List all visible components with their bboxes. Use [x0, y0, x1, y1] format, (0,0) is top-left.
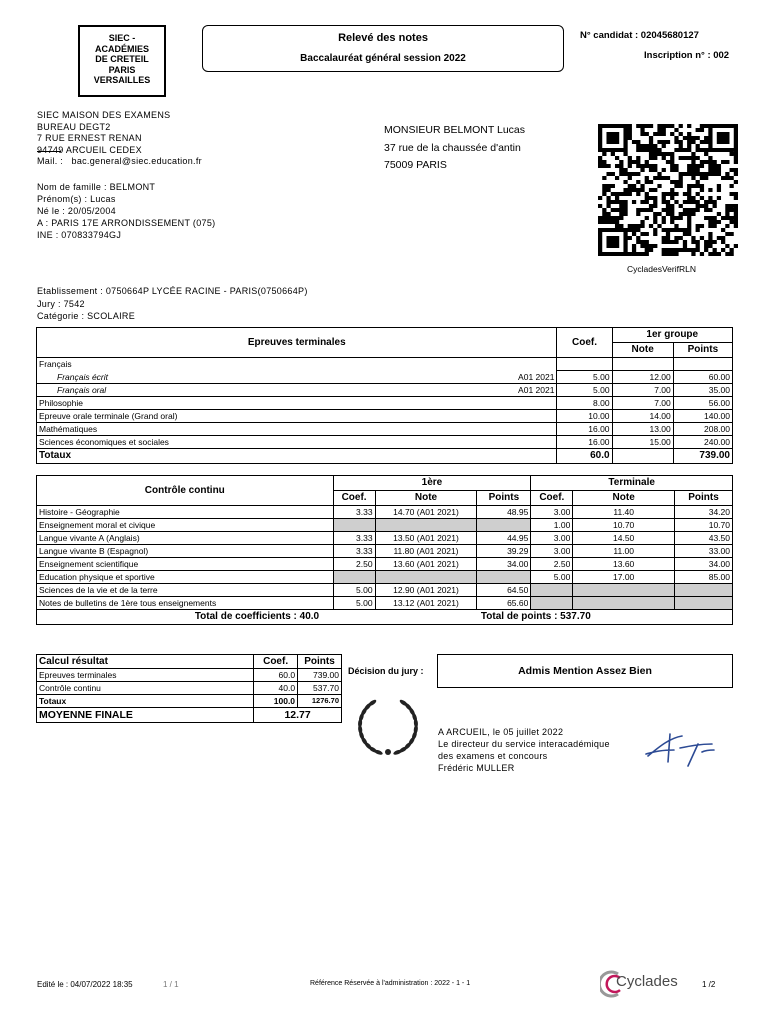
cell-points: 140.00: [673, 410, 732, 423]
result-calculation-table: [36, 654, 342, 723]
student-birthdate: Né le : 20/05/2004: [37, 206, 116, 216]
table-row: [37, 682, 342, 695]
sender-line: SIEC MAISON DES EXAMENS: [37, 110, 171, 120]
strike-line: [37, 151, 61, 152]
school-name: Etablissement : 0750664P LYCÉE RACINE - PARIS(0750664P): [37, 286, 308, 296]
cell-note-terminale: 13.60: [573, 558, 675, 571]
header-points: Points: [675, 491, 733, 506]
cc-total-points: Total de points : 537.70: [477, 610, 733, 625]
header-terminale: Terminale: [531, 476, 733, 491]
mail-address: bac.general@siec.education.fr: [71, 156, 202, 166]
recipient-block: [384, 122, 525, 175]
category-francais: Français: [37, 358, 557, 371]
header-coef: Coef.: [557, 328, 612, 358]
cell-coef: 16.00: [557, 436, 612, 449]
title-box: [202, 25, 564, 72]
table-row: [37, 436, 733, 449]
cell-coef-terminale: 1.00: [531, 519, 573, 532]
cell-name: Histoire - Géographie: [37, 506, 334, 519]
logo-line: SIEC -: [108, 33, 136, 43]
jury-number: Jury : 7542: [37, 298, 85, 309]
cell-points: 35.00: [673, 384, 732, 397]
cell-points-1ere: 39.29: [477, 545, 531, 558]
cell-points: 208.00: [673, 423, 732, 436]
table-row: [37, 423, 733, 436]
cell-note-1ere: 13.50 (A01 2021): [375, 532, 477, 545]
cell-points-1ere: [477, 519, 531, 532]
cell-name: Epreuve orale terminale (Grand oral): [37, 410, 557, 423]
qr-caption: CycladesVerifRLN: [627, 264, 696, 274]
student-firstname: Prénom(s) : Lucas: [37, 194, 116, 204]
cell-coef-1ere: [333, 571, 375, 584]
cell-name: Epreuves terminales: [37, 669, 254, 682]
cell-name: Enseignement scientifique: [37, 558, 334, 571]
cell-note-terminale: 11.40: [573, 506, 675, 519]
header-coef: Coef.: [333, 491, 375, 506]
cell-points-1ere: [477, 571, 531, 584]
cell-coef-1ere: 5.00: [333, 584, 375, 597]
cell-name: Contrôle continu: [37, 682, 254, 695]
cell-note-terminale: 11.00: [573, 545, 675, 558]
cell-points: 537.70: [298, 682, 342, 695]
cell-points-1ere: 64.50: [477, 584, 531, 597]
cell-points-terminale: 34.00: [675, 558, 733, 571]
cell-coef-1ere: 3.33: [333, 545, 375, 558]
table-row: [37, 695, 342, 708]
candidate-number: N° candidat : 02045680127: [580, 30, 699, 41]
header-cc: Contrôle continu: [37, 476, 334, 506]
cell-note-1ere: [375, 571, 477, 584]
logo-line: PARIS: [108, 64, 136, 75]
cell-points-terminale: 85.00: [675, 571, 733, 584]
cell-name: Langue vivante B (Espagnol): [37, 545, 334, 558]
cell-note-terminale: 10.70: [573, 519, 675, 532]
cell-note-terminale: 17.00: [573, 571, 675, 584]
cell-note-terminale: [573, 584, 675, 597]
edited-date: Edité le : 04/07/2022 18:35: [37, 980, 133, 989]
header-group: 1er groupe: [612, 328, 732, 343]
cell-coef: 40.0: [254, 682, 298, 695]
cell-name: Français oral: [37, 384, 399, 397]
mail-label: Mail. :: [37, 156, 64, 166]
cc-total-coef: Total de coefficients : 40.0: [37, 610, 477, 625]
cell-name: Education physique et sportive: [37, 571, 334, 584]
cell-points: 60.00: [673, 371, 732, 384]
cell-note-terminale: [573, 597, 675, 610]
cell-note: 13.00: [612, 423, 673, 436]
cell-points: 240.00: [673, 436, 732, 449]
cell-name: Notes de bulletins de 1ère tous enseignements: [37, 597, 334, 610]
cell-coef: 5.00: [557, 371, 612, 384]
terminal-exams-table: [36, 327, 733, 464]
header-points: Points: [298, 655, 342, 669]
cell-session: A01 2021: [399, 371, 557, 384]
logo-line: ACADÉMIES: [94, 43, 149, 54]
cyclades-brand: Cyclades: [616, 973, 678, 990]
table-row: [37, 584, 733, 597]
siec-logo: [78, 25, 166, 97]
qr-code-icon: [598, 124, 738, 256]
table-row: [37, 669, 342, 682]
final-average-label: MOYENNE FINALE: [37, 708, 254, 723]
table-row: [37, 532, 733, 545]
qr-modules: [598, 124, 738, 256]
page-title: Relevé des notes: [338, 32, 428, 44]
cell-note-1ere: 14.70 (A01 2021): [375, 506, 477, 519]
cell-note: 7.00: [612, 384, 673, 397]
calc-totals-label: Totaux: [37, 695, 254, 708]
header-note: Note: [612, 343, 673, 358]
continuous-assessment-table: [36, 475, 733, 625]
cell-name: Enseignement moral et civique: [37, 519, 334, 532]
final-average-value: 12.77: [254, 708, 342, 723]
cell-coef: 60.0: [254, 669, 298, 682]
header-points: Points: [673, 343, 732, 358]
header-note: Note: [375, 491, 477, 506]
table-row: [37, 384, 733, 397]
table-row: [37, 558, 733, 571]
student-block: [37, 181, 215, 241]
header-coef: Coef.: [254, 655, 298, 669]
page-count: 1 / 1: [163, 980, 179, 989]
cell-name: Mathématiques: [37, 423, 557, 436]
recipient-street: 37 rue de la chaussée d'antin: [384, 141, 521, 154]
recipient-name: MONSIEUR BELMONT Lucas: [384, 124, 526, 136]
student-birthplace: A : PARIS 17E ARRONDISSEMENT (075): [37, 218, 216, 228]
cell-coef-terminale: 3.00: [531, 506, 573, 519]
logo-line: DE CRETEIL: [95, 54, 149, 64]
category: Catégorie : SCOLAIRE: [37, 311, 136, 321]
table-row: [37, 519, 733, 532]
cell-note: 15.00: [612, 436, 673, 449]
sender-block: [37, 110, 202, 168]
totals-label: Totaux: [37, 449, 557, 464]
final-average-row: [37, 708, 342, 723]
totals-points: 739.00: [673, 449, 732, 464]
table-row: [37, 410, 733, 423]
header-points: Points: [477, 491, 531, 506]
recipient-city: 75009 PARIS: [384, 159, 447, 171]
header-coef: Coef.: [531, 491, 573, 506]
cell-coef-terminale: 2.50: [531, 558, 573, 571]
cell-points-1ere: 34.00: [477, 558, 531, 571]
table-row: [37, 545, 733, 558]
cc-totals-row: [37, 610, 733, 625]
cell-coef-terminale: [531, 597, 573, 610]
cell-name: Sciences économiques et sociales: [37, 436, 557, 449]
table-row: [37, 506, 733, 519]
cell-points-terminale: 34.20: [675, 506, 733, 519]
cell-note: 12.00: [612, 371, 673, 384]
cell-note: 7.00: [612, 397, 673, 410]
signature-line: Le directeur du service interacadémique: [438, 739, 610, 749]
cell-coef-terminale: 3.00: [531, 532, 573, 545]
table-row: [37, 597, 733, 610]
cell-points: 56.00: [673, 397, 732, 410]
cell-coef: 5.00: [557, 384, 612, 397]
cell-note-terminale: 14.50: [573, 532, 675, 545]
totals-coef: 60.0: [557, 449, 612, 464]
sender-line: 7 RUE ERNEST RENAN: [37, 133, 142, 143]
cell-note-1ere: 13.12 (A01 2021): [375, 597, 477, 610]
cell-coef-1ere: 2.50: [333, 558, 375, 571]
cell-coef-terminale: [531, 584, 573, 597]
signature-line: A ARCUEIL, le 05 juillet 2022: [438, 727, 564, 737]
cell-points-terminale: [675, 584, 733, 597]
calc-totals-coef: 100.0: [254, 695, 298, 708]
header-note: Note: [573, 491, 675, 506]
page-subtitle: Baccalauréat général session 2022: [300, 53, 466, 64]
student-lastname: Nom de famille : BELMONT: [37, 182, 156, 192]
cell-name: Sciences de la vie et de la terre: [37, 584, 334, 597]
decision-value: Admis Mention Assez Bien: [518, 665, 652, 677]
cell-note-1ere: [375, 519, 477, 532]
sender-line: 94749 ARCUEIL CEDEX: [37, 144, 142, 155]
cell-points-1ere: 48.95: [477, 506, 531, 519]
page-number: 1 /2: [702, 980, 716, 989]
cell-points: 739.00: [298, 669, 342, 682]
cell-points-terminale: [675, 597, 733, 610]
cell-coef-1ere: 5.00: [333, 597, 375, 610]
header-epreuves: Epreuves terminales: [37, 328, 557, 358]
cell-points-terminale: 10.70: [675, 519, 733, 532]
student-ine: INE : 070833794GJ: [37, 230, 122, 240]
calc-totals-points: 1276.70: [298, 695, 342, 708]
cell-note-1ere: 11.80 (A01 2021): [375, 545, 477, 558]
sender-line: BUREAU DEGT2: [37, 121, 111, 132]
school-block: [37, 285, 308, 323]
table-row: [37, 571, 733, 584]
cell-note-1ere: 12.90 (A01 2021): [375, 584, 477, 597]
laurel-seal-icon: [348, 690, 428, 762]
cell-coef-terminale: 3.00: [531, 545, 573, 558]
admin-reference: Référence Réservée à l'administration : 2022 - 1 - 1: [310, 980, 471, 987]
cell-points-terminale: 33.00: [675, 545, 733, 558]
cell-coef-1ere: 3.33: [333, 532, 375, 545]
cell-name: Philosophie: [37, 397, 557, 410]
cell-points-1ere: 65.60: [477, 597, 531, 610]
table-row: [37, 371, 733, 384]
cell-coef: 16.00: [557, 423, 612, 436]
cell-session: A01 2021: [399, 384, 557, 397]
header-calc: Calcul résultat: [37, 655, 254, 669]
signature-line: Frédéric MULLER: [438, 763, 515, 773]
signature-block: [438, 726, 610, 774]
cell-note: 14.00: [612, 410, 673, 423]
cell-points-1ere: 44.95: [477, 532, 531, 545]
cell-coef-1ere: 3.33: [333, 506, 375, 519]
inscription-number: Inscription n° : 002: [644, 50, 730, 61]
logo-line: VERSAILLES: [93, 75, 151, 85]
cell-name: Français écrit: [37, 371, 399, 384]
table-row: [37, 397, 733, 410]
laurel-knot: [385, 749, 391, 755]
cell-coef: 10.00: [557, 410, 612, 423]
cell-note-1ere: 13.60 (A01 2021): [375, 558, 477, 571]
decision-label: Décision du jury :: [348, 666, 424, 676]
signature-line: des examens et concours: [438, 751, 548, 761]
cell-coef: 8.00: [557, 397, 612, 410]
decision-box: [437, 654, 733, 688]
handwritten-signature-icon: [640, 728, 730, 768]
cell-coef-1ere: [333, 519, 375, 532]
totals-row: [37, 449, 733, 464]
cell-coef-terminale: 5.00: [531, 571, 573, 584]
cell-name: Langue vivante A (Anglais): [37, 532, 334, 545]
table-row: [37, 358, 733, 371]
header-1ere: 1ère: [333, 476, 531, 491]
cell-points-terminale: 43.50: [675, 532, 733, 545]
